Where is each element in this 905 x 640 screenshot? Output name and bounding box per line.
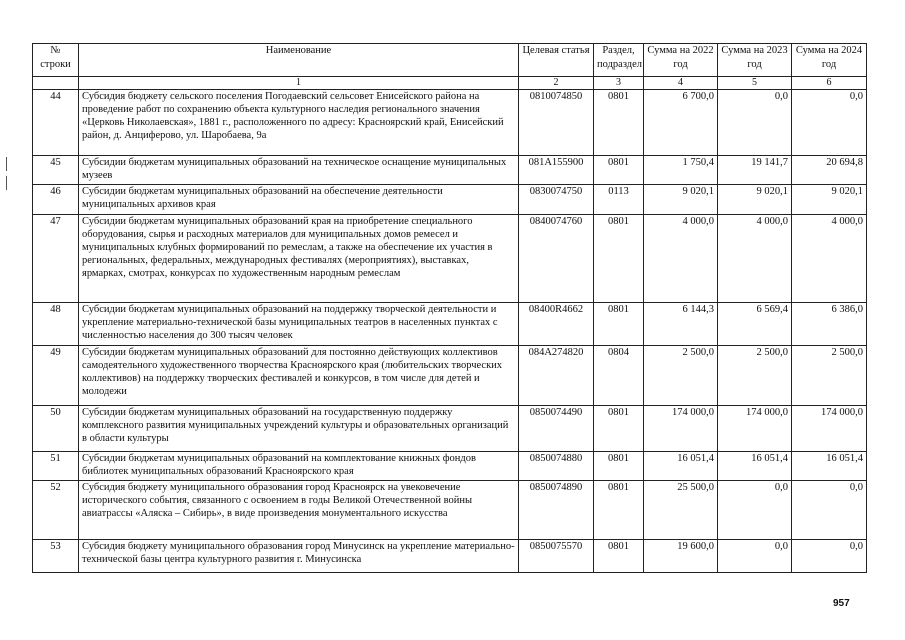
table-row [33,185,867,215]
row-target-article: 0850074890 [519,481,594,540]
row-target-article: 08400R4662 [519,303,594,346]
table-row [33,215,867,303]
column-number [33,77,79,90]
row-sum-2024: 2 500,0 [792,346,867,406]
row-sum-2022: 9 020,1 [644,185,718,215]
row-sum-2024: 16 051,4 [792,452,867,481]
row-target-article: 0810074850 [519,90,594,156]
header-target-article: Целевая статья [519,44,594,77]
row-section: 0801 [594,303,644,346]
header-row-number: № строки [33,44,79,77]
page-number: 957 [833,598,850,609]
row-sum-2023: 9 020,1 [718,185,792,215]
header-section: Раздел, подраздел [594,44,644,77]
table-row [33,452,867,481]
column-number: 1 [79,77,519,90]
table-row [33,156,867,185]
row-number: 48 [33,303,79,346]
row-target-article: 081A155900 [519,156,594,185]
row-section: 0801 [594,452,644,481]
header-sum-2023: Сумма на 2023 год [718,44,792,77]
row-name: Субсидии бюджетам муниципальных образований на государственную поддержку комплексного развития муниципальных учреждений культуры и образовательных организаций в области культуры [79,406,519,452]
row-sum-2024: 0,0 [792,481,867,540]
header-row [33,44,867,77]
row-number: 46 [33,185,79,215]
column-number-row [33,77,867,90]
row-sum-2024: 20 694,8 [792,156,867,185]
row-name: Субсидия бюджету муниципального образования город Минусинск на укрепление материально-технической базы центра культурного развития г. Минусинска [79,540,519,573]
row-name: Субсидия бюджету муниципального образования город Красноярск на увековечение исторического события, связанного с освоением в годы Великой Отечественной войны авиатрассы «Аляска – Сибирь», в виде произведения монументального искусства [79,481,519,540]
row-sum-2023: 0,0 [718,540,792,573]
row-sum-2022: 19 600,0 [644,540,718,573]
column-number: 2 [519,77,594,90]
row-sum-2023: 19 141,7 [718,156,792,185]
row-sum-2024: 4 000,0 [792,215,867,303]
row-name: Субсидия бюджету сельского поселения Погодаевский сельсовет Енисейского района на проведение работ по сохранению объекта культурного наследия регионального значения «Церковь Николаевская», 1881 г., расположенного по адресу: Красноярский край, Енисейский район, д. Анциферово, ул. Шаробаева, 9а [79,90,519,156]
column-number: 5 [718,77,792,90]
table-row [33,406,867,452]
row-sum-2023: 0,0 [718,481,792,540]
row-sum-2022: 25 500,0 [644,481,718,540]
header-sum-2022: Сумма на 2022 год [644,44,718,77]
row-sum-2023: 174 000,0 [718,406,792,452]
row-target-article: 0850074880 [519,452,594,481]
row-section: 0801 [594,156,644,185]
table-row [33,540,867,573]
column-number: 4 [644,77,718,90]
row-section: 0801 [594,215,644,303]
row-target-article: 0850075570 [519,540,594,573]
column-number: 6 [792,77,867,90]
row-sum-2024: 0,0 [792,90,867,156]
row-sum-2022: 2 500,0 [644,346,718,406]
table-row [33,303,867,346]
row-target-article: 0850074490 [519,406,594,452]
row-name: Субсидии бюджетам муниципальных образований на обеспечение деятельности муниципальных архивов края [79,185,519,215]
row-number: 50 [33,406,79,452]
row-number: 53 [33,540,79,573]
row-sum-2024: 0,0 [792,540,867,573]
row-sum-2022: 16 051,4 [644,452,718,481]
row-sum-2022: 1 750,4 [644,156,718,185]
row-name: Субсидии бюджетам муниципальных образований на поддержку творческой деятельности и укрепление материально-технической базы муниципальных театров в населенных пунктах с численностью населения до 300 тысяч человек [79,303,519,346]
row-sum-2023: 0,0 [718,90,792,156]
row-number: 44 [33,90,79,156]
row-name: Субсидии бюджетам муниципальных образований края на приобретение специального оборудования, сырья и расходных материалов для муниципальных домов ремесел и муниципальных клубных формирований по ремеслам, а также на обеспечение их участия в региональных, федеральных, международных фестивалях (мероприятиях), выставках, ярмарках, смотрах, конкурсах по художественным народным ремеслам [79,215,519,303]
row-number: 51 [33,452,79,481]
row-name: Субсидии бюджетам муниципальных образований на техническое оснащение муниципальных музеев [79,156,519,185]
row-name: Субсидии бюджетам муниципальных образований для постоянно действующих коллективов самодеятельного художественного творчества Красноярского края (любительских творческих коллективов) на поддержку творческих фестивалей и конкурсов, в том числе для детей и молодежи [79,346,519,406]
row-sum-2024: 6 386,0 [792,303,867,346]
row-target-article: 0840074760 [519,215,594,303]
table-row [33,346,867,406]
row-sum-2023: 16 051,4 [718,452,792,481]
row-number: 52 [33,481,79,540]
table-row [33,481,867,540]
row-sum-2023: 2 500,0 [718,346,792,406]
table-row [33,90,867,156]
row-target-article: 0830074750 [519,185,594,215]
row-section: 0804 [594,346,644,406]
row-number: 45 [33,156,79,185]
row-sum-2022: 6 144,3 [644,303,718,346]
row-sum-2023: 6 569,4 [718,303,792,346]
row-sum-2022: 174 000,0 [644,406,718,452]
scan-margin-mark [6,176,7,190]
row-section: 0113 [594,185,644,215]
row-section: 0801 [594,406,644,452]
row-sum-2024: 9 020,1 [792,185,867,215]
row-number: 47 [33,215,79,303]
row-section: 0801 [594,540,644,573]
row-section: 0801 [594,481,644,540]
row-sum-2022: 4 000,0 [644,215,718,303]
budget-table [32,43,867,573]
header-name: Наименование [79,44,519,77]
row-target-article: 084A274820 [519,346,594,406]
row-sum-2024: 174 000,0 [792,406,867,452]
row-name: Субсидии бюджетам муниципальных образований на комплектование книжных фондов библиотек муниципальных образований Красноярского края [79,452,519,481]
row-section: 0801 [594,90,644,156]
header-sum-2024: Сумма на 2024 год [792,44,867,77]
row-sum-2022: 6 700,0 [644,90,718,156]
row-number: 49 [33,346,79,406]
row-sum-2023: 4 000,0 [718,215,792,303]
column-number: 3 [594,77,644,90]
scan-margin-mark [6,157,7,171]
